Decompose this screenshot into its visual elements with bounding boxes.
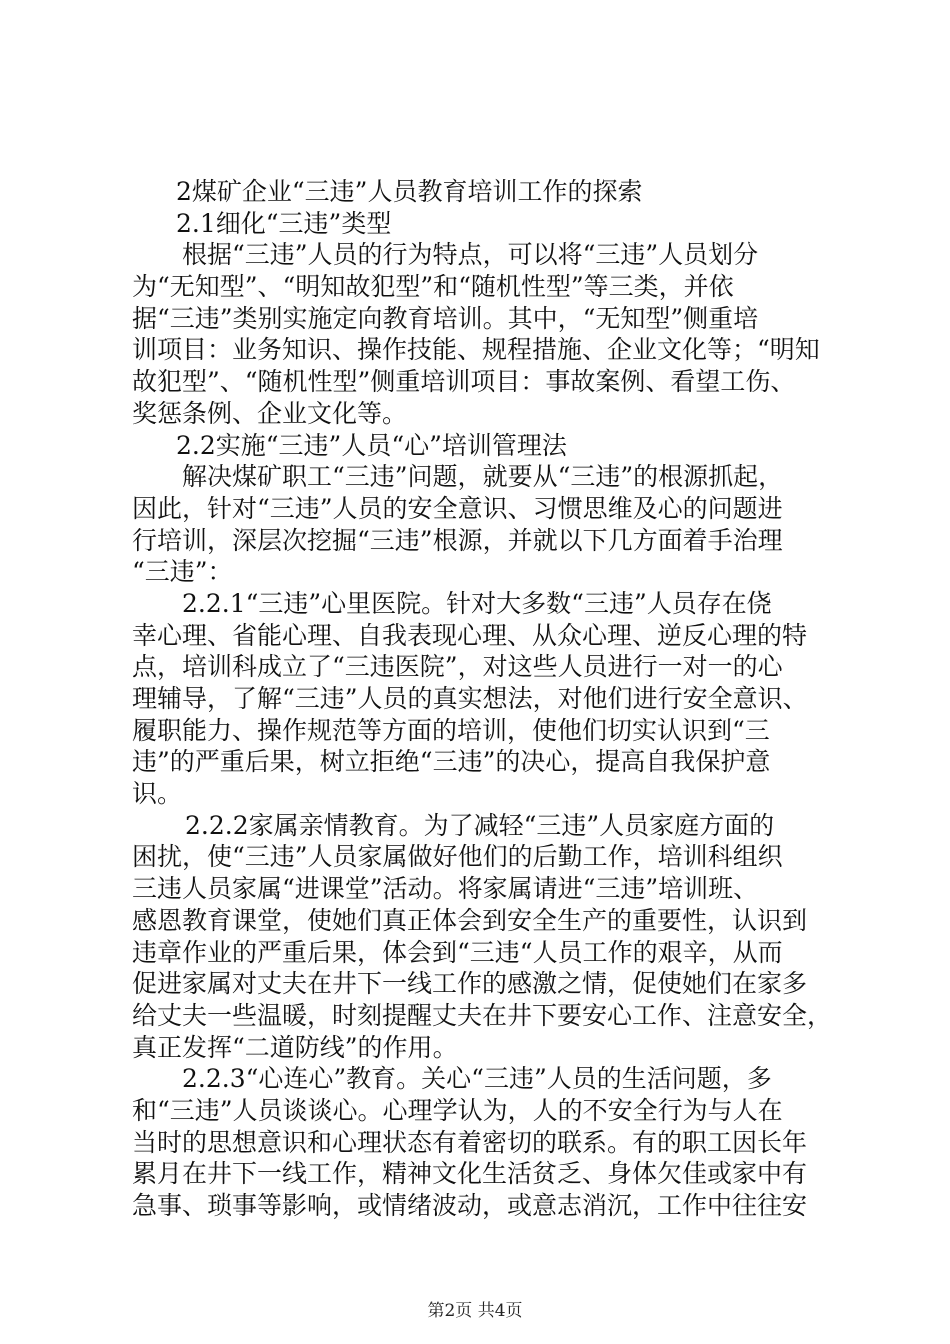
paragraph-line: 促进家属对丈夫在井下一线工作的感激之情，促使她们在家多 [132, 969, 808, 999]
paragraph-line: 履职能力、操作规范等方面的培训，使他们切实认识到“三 [132, 715, 770, 745]
paragraph-line: 因此，针对“三违”人员的安全意识、习惯思维及心的问题进 [132, 493, 783, 523]
subsection-heading: 2.2实施“三违”人员“心”培训管理法 [176, 430, 567, 460]
paragraph-line: “三违”： [132, 557, 233, 587]
paragraph-line: 故犯型”、“随机性型”侧重培训项目：事故案例、看望工伤、 [132, 367, 796, 397]
page-footer: 第2页 共4页 [427, 1301, 523, 1321]
paragraph-line: 行培训，深层次挖掘“三违”根源，并就以下几方面着手治理 [132, 525, 783, 555]
paragraph-line: 累月在井下一线工作，精神文化生活贫乏、身体欠佳或家中有 [132, 1159, 808, 1189]
paragraph-line: 和“三违”人员谈谈心。心理学认为，人的不安全行为与人在 [132, 1095, 783, 1125]
paragraph-line: 2.2.2家属亲情教育。为了减轻“三违”人员家庭方面的 [185, 810, 775, 840]
paragraph-line: 三违人员家属“进课堂”活动。将家属请进“三违”培训班、 [132, 874, 759, 904]
paragraph-line: 理辅导，了解“三违”人员的真实想法，对他们进行安全意识、 [132, 684, 808, 713]
paragraph-line: 当时的思想意识和心理状态有着密切的联系。有的职工因长年 [132, 1127, 808, 1157]
paragraph-line: 2.2.1“三违”心里医院。针对大多数“三违”人员存在侥 [182, 588, 772, 618]
subsection-heading: 2.1细化“三违”类型 [176, 208, 392, 238]
paragraph-line: 为“无知型”、“明知故犯型”和“随机性型”等三类，并依 [132, 272, 734, 302]
paragraph-line: 训项目：业务知识、操作技能、规程措施、企业文化等；“明知 [132, 335, 820, 365]
paragraph-line: 感恩教育课堂，使她们真正体会到安全生产的重要性，认识到 [132, 905, 808, 935]
paragraph-line: 幸心理、省能心理、自我表现心理、从众心理、逆反心理的特 [132, 620, 808, 650]
document-body [132, 176, 832, 1222]
paragraph-line: 困扰，使“三违”人员家属做好他们的后勤工作，培训科组织 [132, 842, 783, 872]
paragraph-line: 急事、琐事等影响，或情绪波动，或意志消沉，工作中往往安 [132, 1191, 808, 1220]
paragraph-line: 给丈夫一些温暖，时刻提醒丈夫在井下要安心工作、注意安全， [132, 1000, 833, 1030]
paragraph-line: 点，培训科成立了“三违医院”，对这些人员进行一对一的心 [132, 652, 783, 682]
paragraph-line: 奖惩条例、企业文化等。 [132, 398, 408, 428]
paragraph-line: 违章作业的严重后果，体会到“三违“人员工作的艰辛，从而 [132, 937, 783, 967]
section-heading: 2煤矿企业“三违”人员教育培训工作的探索 [176, 177, 643, 206]
paragraph-line: 违”的严重后果，树立拒绝“三违”的决心，提高自我保护意 [132, 747, 771, 777]
paragraph-line: 2.2.3“心连心”教育。关心“三违”人员的生活问题，多 [182, 1064, 772, 1094]
paragraph-line: 根据“三违”人员的行为特点，可以将“三违”人员划分 [182, 240, 759, 270]
paragraph-line: 真正发挥“二道防线”的作用。 [132, 1032, 458, 1062]
paragraph-line: 据“三违”类别实施定向教育培训。其中，“无知型”侧重培 [132, 303, 759, 333]
paragraph-line: 解决煤矿职工“三违”问题，就要从“三违”的根源抓起， [182, 462, 784, 492]
paragraph-line: 识。 [132, 779, 183, 809]
